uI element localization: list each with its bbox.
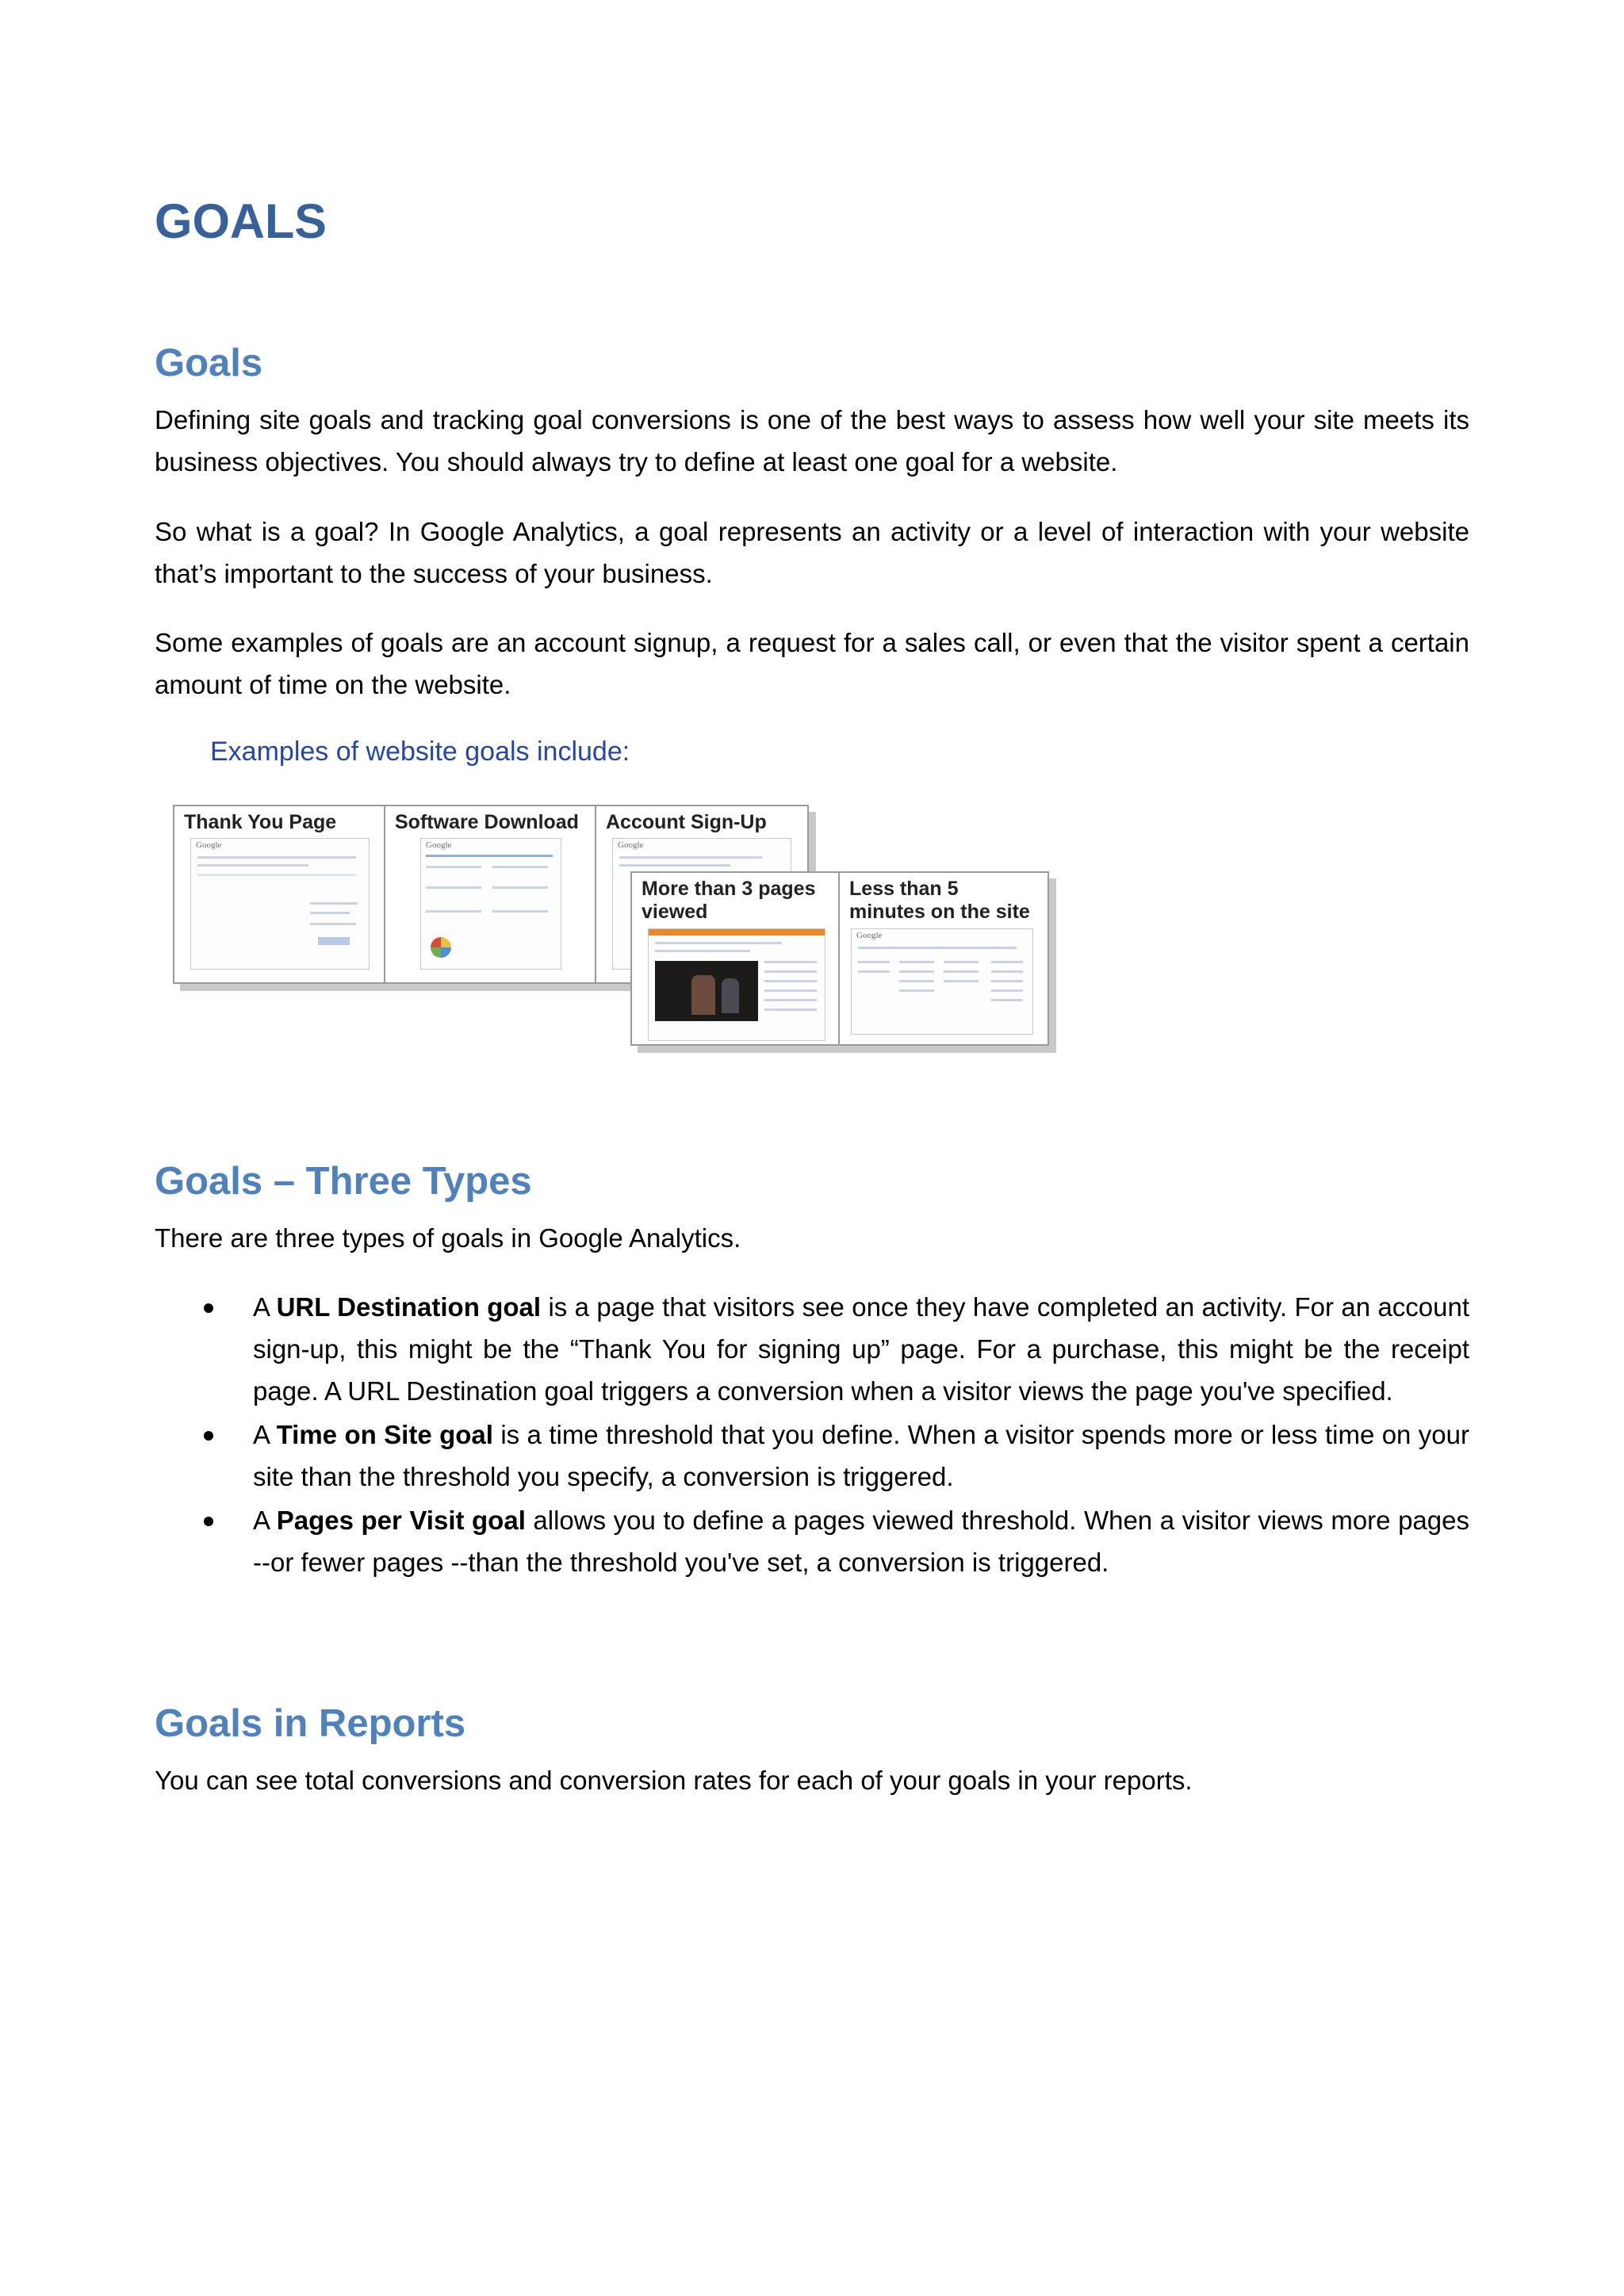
google-logo: Google <box>618 840 644 850</box>
goals-examples-figure <box>155 733 1067 1066</box>
panel-thank-you-page <box>173 805 387 984</box>
term-time-on-site: Time on Site goal <box>276 1420 493 1449</box>
list-item-time-on-site: A Time on Site goal is a time threshold that you define. When a visitor spends more or less time on your site than the threshold you specify, a conversion is triggered. <box>155 1414 1469 1498</box>
paragraph-goals-in-reports: You can see total conversions and conversion rates for each of your goals in your reports. <box>155 1766 1193 1795</box>
panel-software-download <box>384 805 598 984</box>
panel-title: Thank You Page <box>184 811 337 833</box>
google-logo: Google <box>196 840 222 850</box>
software-logo-icon <box>431 937 451 958</box>
software-download-screenshot-thumbnail <box>420 838 561 970</box>
term-url-destination: URL Destination goal <box>276 1292 542 1322</box>
goal-types-list <box>155 1286 1469 1585</box>
list-item-url-destination: A URL Destination goal is a page that visitors see once they have completed an activity. For an account sign-up, this might be the “Thank You for signing up” page. For a purchase, this might be the receipt page. A URL Destination goal triggers a conversion when a visitor views the page you've specified. <box>155 1286 1469 1412</box>
section-heading-goals-in-reports: Goals in Reports <box>155 1702 466 1745</box>
pages-viewed-screenshot-thumbnail <box>648 928 825 1041</box>
figure-caption: Examples of website goals include: <box>210 737 630 767</box>
paragraph-goals-2: So what is a goal? In Google Analytics, a goal represents an activity or a level of interaction with your website that’s important to the success of your business. <box>155 517 1469 588</box>
panel-title: Software Download <box>395 811 579 833</box>
bullet-icon <box>204 1431 213 1441</box>
panel-less-than-5-minutes <box>838 871 1049 1046</box>
paragraph-goals-3: Some examples of goals are an account signup, a request for a sales call, or even that the visitor spent a certain amount of time on the website. <box>155 628 1469 699</box>
section-heading-goals: Goals <box>155 342 263 385</box>
panel-title: More than 3 pages viewed <box>642 878 816 923</box>
google-logo: Google <box>426 840 452 850</box>
google-logo: Google <box>856 931 883 940</box>
panel-title: Account Sign-Up <box>606 811 767 833</box>
bullet-icon <box>204 1303 213 1313</box>
video-thumbnail <box>655 961 758 1021</box>
page-title: GOALS <box>155 194 327 248</box>
paragraph-three-types-intro: There are three types of goals in Google Analytics. <box>155 1223 741 1253</box>
panel-title: Less than 5 minutes on the site <box>849 878 1030 923</box>
time-on-site-screenshot-thumbnail <box>851 928 1033 1035</box>
panel-more-than-3-pages-viewed <box>630 871 841 1046</box>
bullet-icon <box>204 1517 213 1526</box>
list-item-pages-per-visit: A Pages per Visit goal allows you to define a pages viewed threshold. When a visitor views more pages --or fewer pages --than the threshold you've set, a conversion is triggered. <box>155 1499 1469 1583</box>
paragraph-goals-1: Defining site goals and tracking goal conversions is one of the best ways to assess how well your site meets its business objectives. You should always try to define at least one goal for a website. <box>155 405 1469 476</box>
term-pages-per-visit: Pages per Visit goal <box>276 1506 526 1535</box>
section-heading-three-types: Goals – Three Types <box>155 1160 532 1203</box>
thank-you-screenshot-thumbnail <box>190 838 370 970</box>
